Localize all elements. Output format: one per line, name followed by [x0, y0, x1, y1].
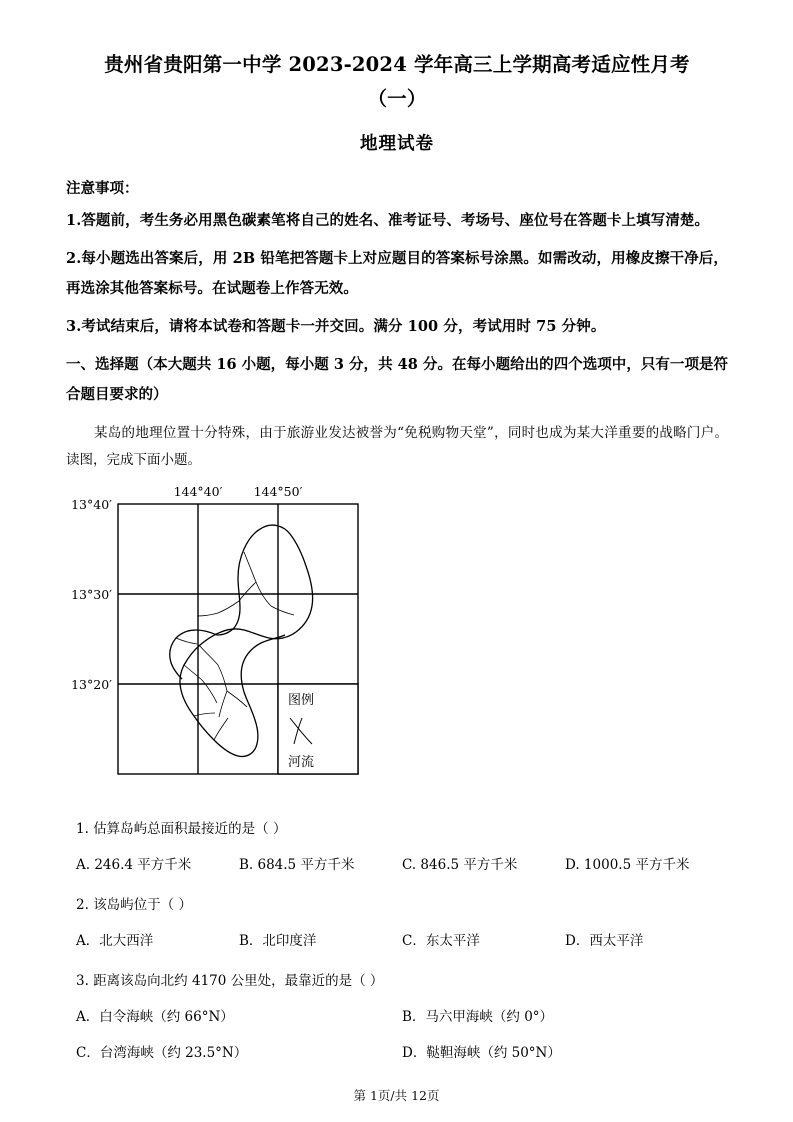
option-3-c[interactable]: C．台湾海峡（约 23.5°N） [76, 1045, 248, 1061]
title-line-1: 贵州省贵阳第一中学 2023-2024 学年高三上学期高考适应性月考 [104, 53, 690, 76]
map-legend [278, 684, 358, 774]
question-2-text: 该岛屿位于（ ） [93, 897, 192, 913]
option-2-c[interactable]: C．东太平洋 [402, 933, 480, 949]
option-1-b[interactable]: B. 684.5 平方千米 [239, 857, 355, 873]
question-1 [76, 816, 728, 842]
question-1-options [76, 852, 728, 878]
island-map-svg [66, 482, 466, 802]
question-3-options-row-2 [76, 1040, 728, 1066]
page-footer: 第 1页/共 12页 [353, 1088, 440, 1103]
section-heading: 一、选择题（本大题共 16 小题，每小题 3 分，共 48 分。在每小题给出的四个选项中，只有一项是符合题目要求的） [66, 356, 728, 403]
notice-item-3: 3.考试结束后，请将本试卷和答题卡一并交回。满分 100 分，考试用时 75 分钟。 [66, 318, 606, 335]
question-1-text: 估算岛屿总面积最接近的是（ ） [93, 821, 287, 837]
page-title [66, 48, 728, 116]
longitude-label-2: 144°50′ [253, 484, 303, 499]
option-3-a[interactable]: A．白令海峡（约 66°N） [76, 1009, 234, 1025]
title-line-2: （一） [367, 87, 427, 110]
question-2-number: 2. [76, 897, 89, 913]
notice-item-2: 2.每小题选出答案后，用 2B 铅笔把答题卡上对应题目的答案标号涂黑。如需改动，用橡皮擦干净后，再选涂其他答案标号。在试题卷上作答无效。 [66, 250, 728, 297]
option-2-b[interactable]: B．北印度洋 [239, 933, 317, 949]
question-2 [76, 892, 728, 918]
legend-item-label: 河流 [288, 755, 315, 770]
river-lines [176, 552, 294, 740]
question-3-number: 3. [76, 973, 89, 989]
option-1-d[interactable]: D. 1000.5 平方千米 [565, 857, 690, 873]
island-outline-north [217, 528, 262, 635]
notice-heading: 注意事项： [66, 180, 139, 197]
island-map-figure [66, 482, 728, 802]
option-1-c[interactable]: C. 846.5 平方千米 [402, 857, 518, 873]
option-1-a[interactable]: A. 246.4 平方千米 [76, 857, 192, 873]
legend-title: 图例 [288, 693, 315, 708]
option-3-b[interactable]: B．马六甲海峡（约 0°） [402, 1009, 554, 1025]
question-3-options-row-1 [76, 1004, 728, 1030]
question-3-text: 距离该岛向北约 4170 公里处，最靠近的是（ ） [93, 973, 384, 989]
subject-title: 地理试卷 [360, 134, 434, 154]
question-group-stem: 某岛的地理位置十分特殊，由于旅游业发达被誉为“免税购物天堂”，同时也成为某大洋重要的战略门户。读图，完成下面小题。 [66, 425, 728, 468]
longitude-label-1: 144°40′ [173, 484, 223, 499]
option-2-a[interactable]: A．北大西洋 [76, 933, 154, 949]
document-content [66, 48, 728, 1066]
latitude-label-1: 13°40′ [71, 497, 112, 512]
question-1-number: 1. [76, 821, 89, 837]
option-2-d[interactable]: D．西太平洋 [565, 933, 644, 949]
question-3 [76, 968, 728, 994]
notice-item-1: 1.答题前，考生务必用黑色碳素笔将自己的姓名、准考证号、考场号、座位号在答题卡上填写清楚。 [66, 212, 710, 229]
option-3-d[interactable]: D．鞑靼海峡（约 50°N） [402, 1045, 561, 1061]
latitude-label-2: 13°30′ [71, 587, 112, 602]
question-2-options [76, 928, 728, 954]
latitude-label-3: 13°20′ [71, 677, 112, 692]
